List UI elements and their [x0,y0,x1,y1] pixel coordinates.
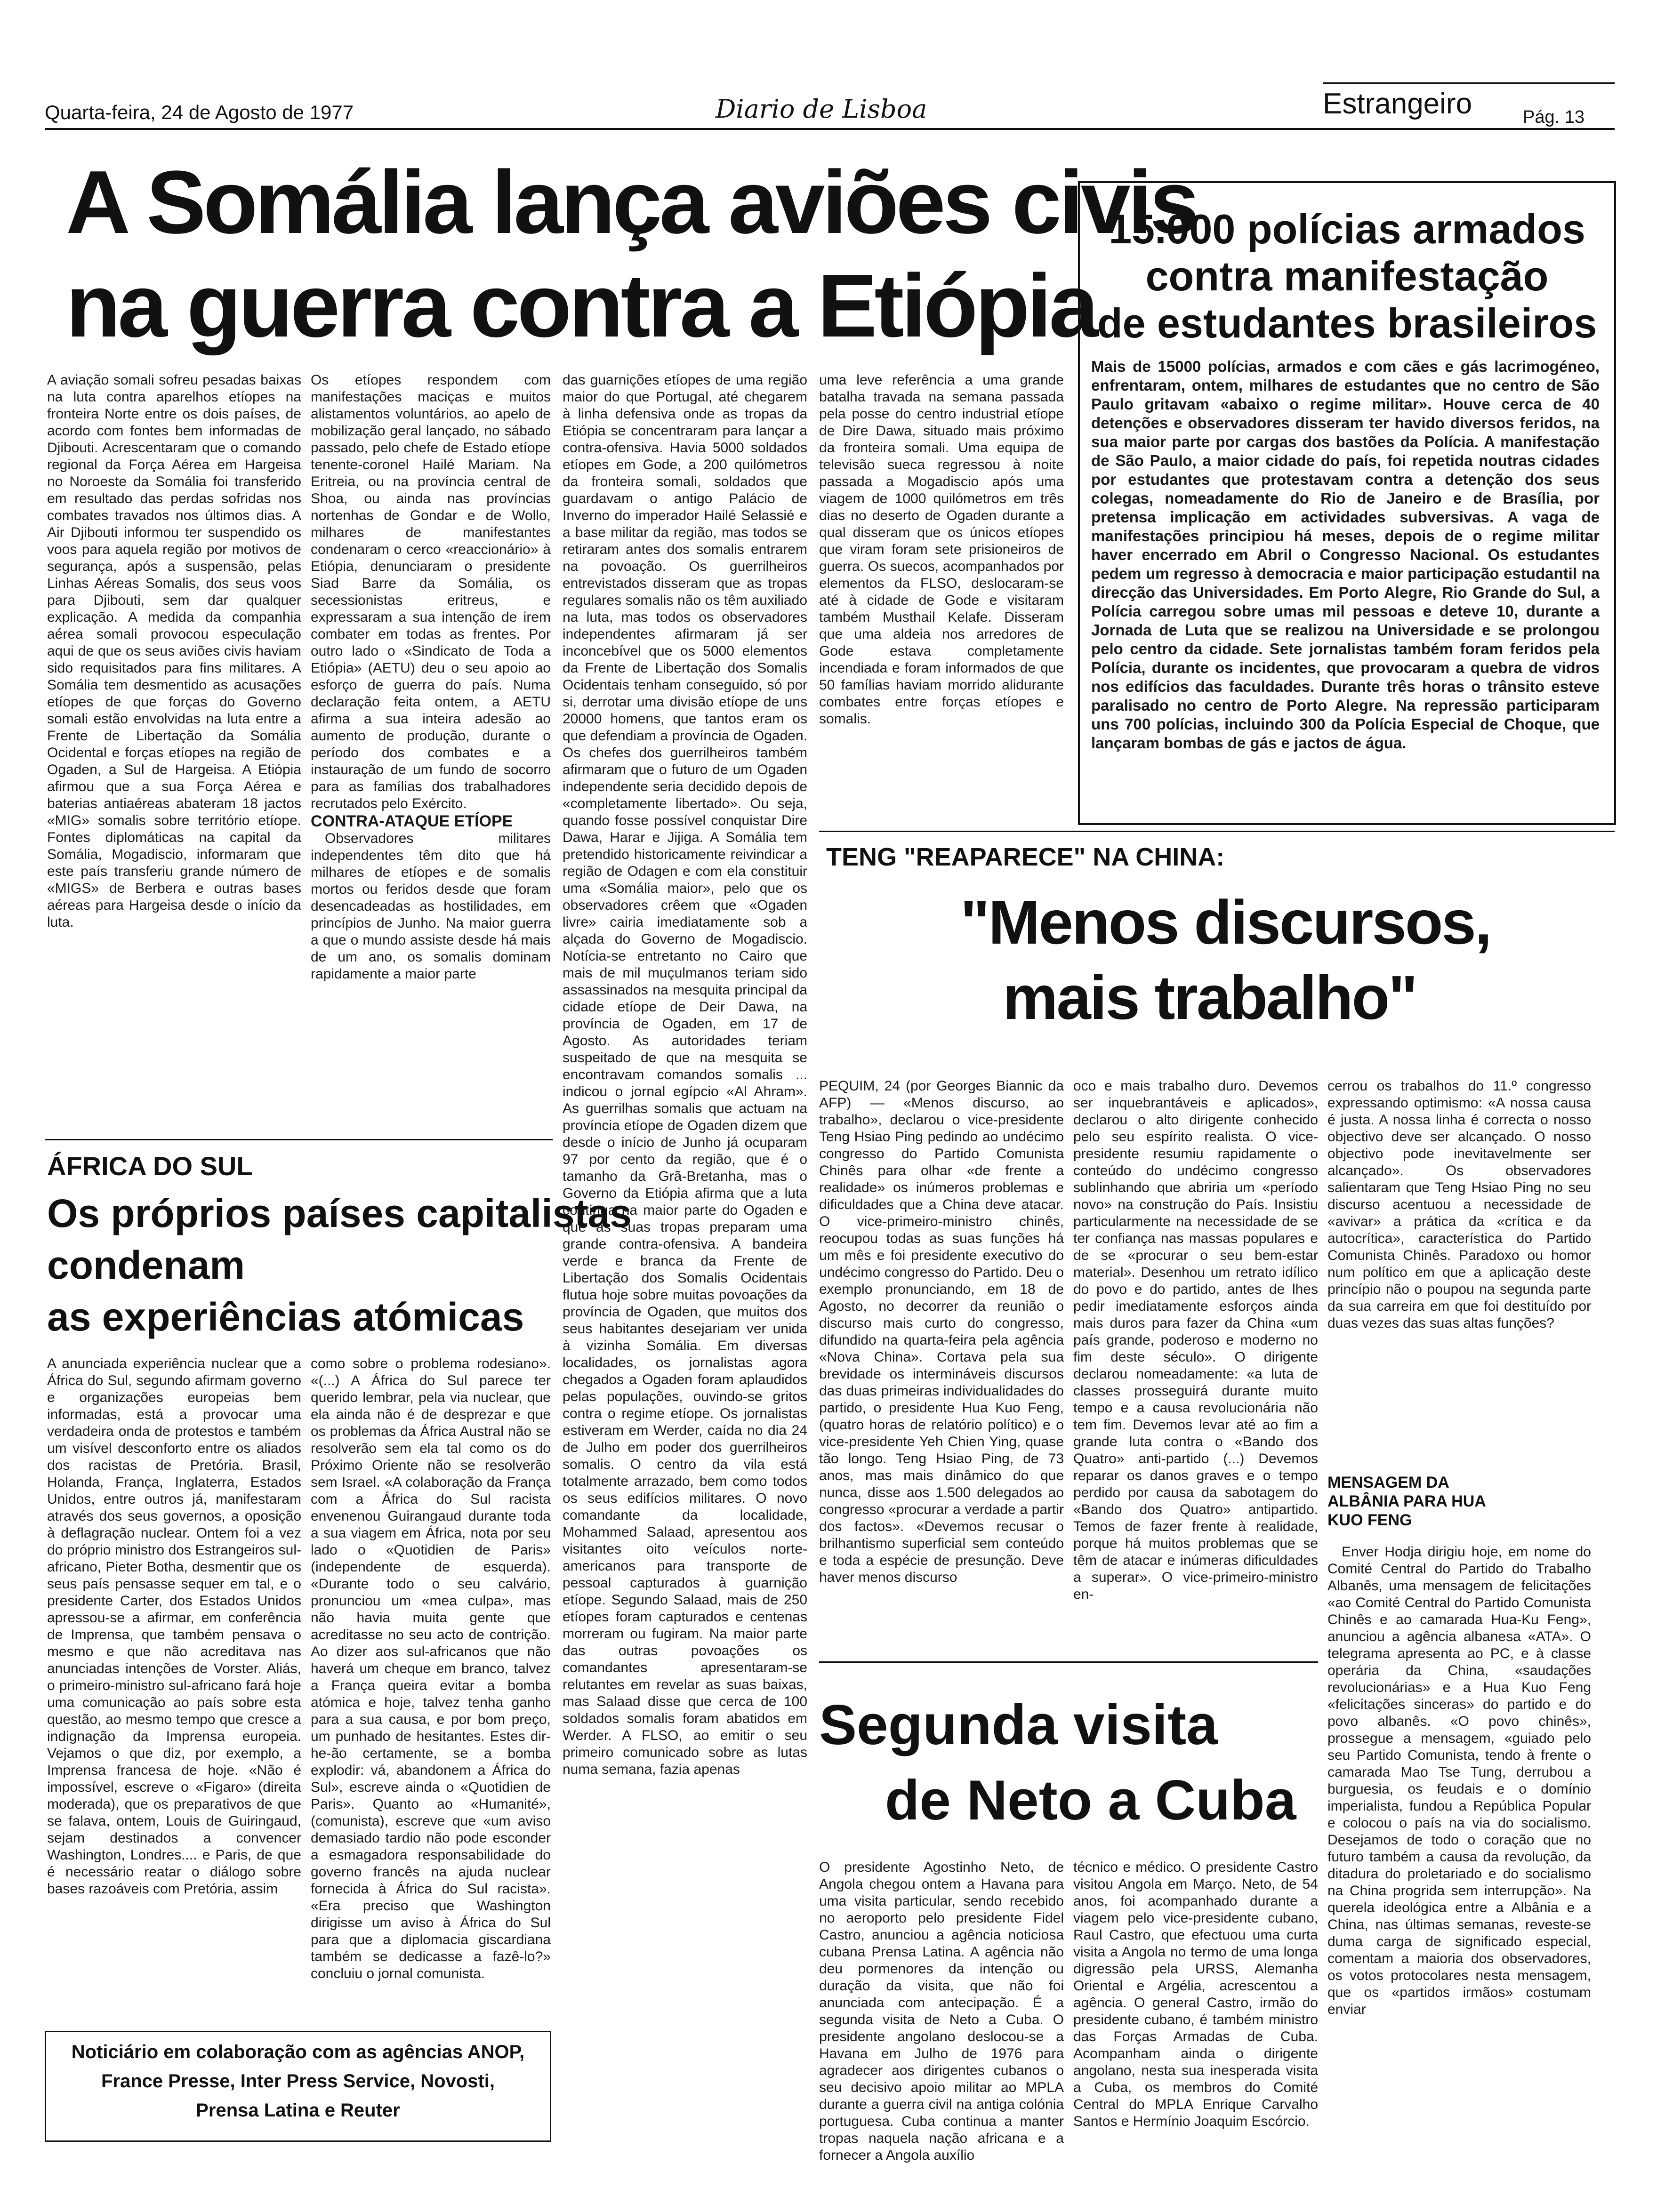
brasil-box [1078,181,1616,825]
cuba-headline-line1: Segunda visita [819,1693,1218,1756]
china-top-rule [819,831,1615,832]
somalia-headline-line2: na guerra contra a Etiópia [66,256,1096,356]
contra-ataque-subhead: CONTRA-ATAQUE ETÍOPE [311,812,513,830]
somalia-column-3: das guarnições etíopes de uma região maior do que Portugal, até chegarem à linha defensiva onde as tropas da Etiópia se concentraram para lançar a contra-ofensiva. Havia 5000 soldados etíopes em Gode, a 200 quilómetros da fronteira somali, soldados que guardavam o antigo Palácio de Inverno do imperador Hailé Selassié e a base militar da região, mas todos se retiraram antes dos somalis entrarem na povoação. Os guerrilheiros entrevistados disseram que as tropas regulares somalis não os têm auxiliado na luta, mas todos os observadores independentes afirmaram já ser inconcebível que os 5000 elementos da Frente de Libertação dos Somalis Ocidentais tenham conseguido, só por si, derrotar uma divisão etíope de uns 20000 homens, que tantos eram os que defendiam a província de Ogaden. Os chefes dos guerrilheiros também afirmaram que o futuro de um Ogaden independente seria decidido depois de «completamente libertado». Ou seja, quando fosse possível conquistar Dire Dawa, Harar e Jijiga. A Somália tem pretendido historicamente reivindicar a região de Odagen e com ela constituir uma «Somália maior», pelo que os observadores crêem que «Ogaden livre» cairia imediatamente sob a alçada do Governo de Mogadiscio. Notícia-se entretanto no Cairo que mais de mil muçulmanos teriam sido assassinados na mesquita principal da cidade etíope de Deir Dawa, na província de Ogaden, em 17 de Agosto. As autoridades teriam suspeitado de que na mesquita se encontravam comandos somalis ... indicou o jornal egípcio «Al Ahram». As guerrilhas somalis que actuam na província etíope de Ogaden dizem que desde o início de Junho já ocuparam 97 por cento da região, que é o tamanho da Grã-Bretanha, mas o Governo da Etiópia afirma que a luta continua na maior parte do Ogaden e que as suas tropas preparam uma grande contra-ofensiva. A bandeira verde e branca da Frente de Libertação dos Somalis Ocidentais flutua hoje sobre muitas povoações da província de Ogaden, que muitos dos seus habitantes desejariam ver unida à vizinha Somália. Em diversas localidades, os jornalistas agora chegados a Ogaden foram aplaudidos pelas populações, ouvindo-se gritos contra o regime etíope. Os jornalistas estiveram em Werder, caída no dia 24 de Julho em poder dos guerrilheiros somalis. O centro da vila está totalmente arrazado, bem como todos os seus edifícios militares. O novo comandante da localidade, Mohammed Salaad, apresentou aos visitantes oito veículos norte-americanos para transporte de pessoal capturados à guarnição etíope. Segundo Salaad, mais de 250 etíopes foram capturados e centenas morreram ou fugiram. Na maior parte das outras povoações os comandantes apresentaram-se relutantes em revelar as suas baixas, mas Salaad disse que cerca de 100 soldados somalis foram abatidos em Werder. A FLSO, ao emitir o seu primeiro comunicado sobre as lutas numa semana, fazia apenas [563,372,807,1777]
china-headline-line1: "Menos discursos, [960,888,1491,957]
africa-kicker: ÁFRICA DO SUL [47,1151,253,1181]
agencies-line1: Noticiário em colaboração com as agências ANOP, [71,2042,525,2062]
cuba-headline-line2: de Neto a Cuba [885,1769,1296,1832]
brasil-body: Mais de 15000 polícias, armados e com cães e gás lacrimogéneo, enfrentaram, ontem, milhares de estudantes que no centro de São Paulo gritavam «abaixo o regime militar». Houve cerca de 40 detenções e observadores disseram ter havido diversos feridos, na sua maior parte por cargas dos bastões da Polícia. A manifestação de São Paulo, a maior cidade do país, foi repetida noutras cidades por estudantes que protestavam contra a detenção dos seus colegas, nomeadamente do Rio de Janeiro e de Brasília, por pretensa implicação em actividades subversivas. A vaga de manifestações principiou há meses, depois de o regime militar haver encerrado em Abril o Congresso Nacional. Os estudantes pedem um regresso à democracia e maior participação estudantil na direcção das Universidades. Em Porto Alegre, Rio Grande do Sul, a Polícia carregou sobre umas mil pessoas e deteve 10, durante a Jornada de Luta que se realizou na Universidade e se prolongou pelo centro da cidade. Sete jornalistas também foram feridos pela Polícia, durante os incidentes, que provocaram a quebra de vidros nos edifícios das faculdades. Durante três horas o trânsito esteve paralisado no centro de Porto Alegre. Na repressão participaram uns 700 polícias, incluindo 300 da Polícia Especial de Choque, que lançaram bombas de gás e jactos de água. [1091,358,1600,752]
somalia-headline-line1: A Somália lança aviões civis [66,152,1197,252]
header-rule [45,128,1615,130]
africa-headline-line3: as experiências atómicas [47,1295,524,1339]
china-headline-line2: mais trabalho" [1003,963,1416,1032]
section-title: Estrangeiro [1323,88,1472,120]
china-kicker: TENG "REAPARECE" NA CHINA: [826,843,1225,871]
africa-headline-line1: Os próprios países capitalistas [47,1191,632,1235]
brasil-headline-line1: 15.000 polícias armados [1109,206,1585,252]
africa-column-2: como sobre o problema rodesiano». «(...) A África do Sul parece ter querido lembrar, pela via nuclear, que ela ainda não é de desprezar e que os problemas da África Austral não se resolverão sem ela tal como os do Próximo Oriente não se resolverão sem Israel. «A colaboração da França com a África do Sul racista envenenou Guirangaud durante toda a sua viagem em África, nota por seu lado o «Quotidien de Paris» (independente de esquerda). «Durante todo o seu calvário, pronunciou um «mea culpa», mas não havia muita gente que acreditasse no seu acto de contrição. Ao dizer aos sul-africanos que não haverá um cheque em branco, talvez a França queira evitar a bomba atómica e hoje, talvez tenha ganho para a sua causa, e por bom preço, um punhado de hesitantes. Estes dir-he-ão certamente, se a bomba explodir: vá, abandonem a África do Sul», escreve ainda o «Quotidien de Paris». Quanto ao «Humanité», (comunista), escreve que «um aviso demasiado tardio não pode esconder a esmagadora responsabilidade do governo francês na ajuda nuclear fornecida à África do Sul racista». «Era preciso que Washington dirigisse um aviso à África do Sul para que a diplomacia giscardiana também se dedicasse a fazê-lo?» concluiu o jornal comunista. [311,1356,551,1981]
africa-top-rule [45,1139,553,1140]
brasil-headline-line3: de estudantes brasileiros [1097,300,1597,346]
cuba-column-2: técnico e médico. O presidente Castro visitou Angola em Março. Neto, de 54 anos, foi acompanhado durante a viagem pelo vice-presidente cubano, Raul Castro, que efectuou uma curta visita a Angola no termo de uma longa digressão pela URSS, Alemanha Oriental e Argélia, acrescentou a agência. O general Castro, irmão do presidente cubano, é também ministro das Forças Armadas de Cuba. Acompanham ainda o dirigente angolano, nesta sua inesperada visita a Cuba, os membros do Comité Central do MPLA Enrique Carvalho Santos e Hermínio Joaquim Escórcio. [1073,1859,1318,2129]
china-column-1: PEQUIM, 24 (por Georges Biannic da AFP) — «Menos discurso, ao trabalho», declarou o vice-presidente Teng Hsiao Ping pedindo ao undécimo congresso do Partido Comunista Chinês para olhar «de frente a realidade» os inúmeros problemas e dificuldades que a China deve atacar. O vice-primeiro-ministro chinês, reocupou todas as suas funções há um mês e foi presidente executivo do undécimo congresso do Partido. Deu o exemplo pronunciando, em 18 de Agosto, no decorrer da reunião o discurso mais curto do congresso, difundido na quarta-feira pela agência «Nova China». Cortava pela sua brevidade os intermináveis discursos das duas primeiras individualidades do partido, o presidente Hua Kuo Feng, (quatro horas de relatório político) e o vice-presidente Yeh Chien Ying, quase tão longo. Teng Hsiao Ping, de 73 anos, mas mais dinâmico do que nunca, disse aos 1.500 delegados ao congresso «procurar a verdade a partir dos factos». «Devemos recusar o brilhantismo superficial sem conteúdo e toda a espécie de presunção. Deve haver menos discurso [819,1078,1064,1585]
agencies-line2: France Presse, Inter Press Service, Novosti, [101,2071,495,2092]
header-rule-top [1323,82,1615,84]
cuba-top-rule [819,1661,1318,1663]
africa-column-1: A anunciada experiência nuclear que a África do Sul, segundo afirmam governo e organizações europeias bem informadas, está a provocar uma verdadeira onda de protestos e também um visível desconforto entre os aliados dos racistas de Pretória. Brasil, Holanda, França, Inglaterra, Estados Unidos, entre outros já, manifestaram através dos seus governos, a oposição à deflagração nuclear. Ontem foi a vez do próprio ministro dos Estrangeiros sul-africano, Pieter Botha, desmentir que os seus país pensasse sequer em tal, e o presidente Carter, dos Estados Unidos apressou-se a afirmar, em conferência de Imprensa, que também pensava o mesmo e que não acreditava nas anunciadas intenções de Vorster. Aliás, o primeiro-ministro sul-africano fará hoje uma comunicação ao país sobre esta questão, ao mesmo tempo que cresce a indignação da Imprensa europeia. Vejamos o que diz, por exemplo, a Imprensa francesa de hoje. «Não é impossível, escreve o «Figaro» (direita moderada), que os preparativos de que se falava, ontem, Louis de Guiringaud, sejam destinados a convencer Washington, Londres.... e Paris, de que é necessário reatar o diálogo sobre bases razoáveis com Pretória, assim [47,1356,301,1897]
china-column-2: oco e mais trabalho duro. Devemos ser inquebrantáveis e aplicados», declarou o alto dirigente conhecido pelo seu espírito realista. O vice-presidente resumiu rapidamente o conteúdo do undécimo congresso sublinhando que abriria um «período novo» na construção do País. Insistiu particularmente na necessidade de se ter confiança nas massas populares e de se «procurar o seu bem-estar material». Desenhou um retrato idílico do povo e do partido, antes de lhes pedir imediatamente esforços ainda mais duros para fazer da China «um país grande, poderoso e moderno no fim deste século». O dirigente declarou nomeadamente: «a luta de classes prosseguirá durante muito tempo e a causa revolucionária não tem fim. Devemos levar até ao fim a grande luta contra o «Bando dos Quatro» anti-partido (...) Devemos reparar os danos graves e o tempo perdido por causa da sabotagem do «Bando dos Quatro» antipartido. Temos de fazer frente à realidade, porque há muitos problemas que se têm de atacar e inúmeras dificuldades a superar». O vice-primeiro-ministro en- [1073,1078,1318,1602]
albania-kicker: MENSAGEM DA ALBÂNIA PARA HUA KUO FENG [1327,1474,1486,1529]
albania-body: Enver Hodja dirigiu hoje, em nome do Comité Central do Partido do Trabalho Albanês, uma mensagem de felicitações «ao Comité Central do Partido Comunista Chinês e ao camarada Hua-Ku Feng», anunciou a agência albanesa «ATA». O telegrama apresenta ao PC, e à classe operária da China, «saudações revolucionárias» e a Hua Kuo Feng «felicitações sinceras» do partido e do povo albanês. «O povo chinês», prossegue a mensagem, «guiado pelo seu Partido Comunista, tendo à frente o camarada Mao Tse Tung, derrubou a burguesia, os feudais e o domínio imperialista, fundou a República Popular e colocou o país na via do socialismo. Desejamos de todo o coração que no futuro também a causa da revolução, da ditadura do proletariado e do socialismo na China progrida sem interrupção». Na querela ideológica entre a Albânia e a China, nas últimas semanas, reveste-se duma carga de significado especial, comentam a maioria dos observadores, os votos protocolares nesta mensagem, que os «partidos irmãos» costumam enviar [1327,1544,1591,2017]
agencies-line3: Prensa Latina e Reuter [196,2100,400,2121]
brasil-headline-line2: contra manifestação [1145,253,1549,299]
agencies-box [45,2031,551,2142]
somalia-column-2: Os etíopes respondem com manifestações maciças e muitos alistamentos voluntários, ao apelo de mobilização geral lançado, no sábado passado, pelo chefe de Estado etíope tenente-coronel Hailé Mariam. Na Eritreia, ou na província central de Shoa, ou ainda nas províncias nortenhas de Gondar e de Wollo, milhares de manifestantes condenaram o cerco «reaccionário» à Etiópia, denunciaram o presidente Siad Barre da Somália, os secessionistas eritreus, e expressaram a sua intenção de irem combater em todas as frentes. Por outro lado o «Sindicato de Toda a Etiópia» (AETU) deu o seu apoio ao esforço de guerra do país. Numa declaração feita ontem, a AETU afirma a sua inteira adesão ao aumento de produção, durante o período dos combates e a instauração de um fundo de socorro para as famílias dos trabalhadores recrutados pelo Exército. CONTRA-ATAQUE ETÍOPE Observadores militares independentes têm dito que há milhares de etíopes e de somalis mortos ou feridos desde que foram desencadeadas as hostilidades, em princípios de Junho. Na maior guerra a que o mundo assiste desde há mais de um ano, os somalis dominam rapidamente a maior parte [311,372,551,982]
masthead: Diario de Lisboa [716,94,927,124]
somalia-column-4: uma leve referência a uma grande batalha travada na semana passada pela posse do centro industrial etíope de Dire Dawa, situado mais próximo da fronteira somali. Uma equipa de televisão sueca regressou à noite passada a Mogadiscio após uma viagem de 1000 quilómetros em três dias no deserto de Ogaden durante a qual disseram que os únicos etíopes que viram foram sete prisioneiros de guerra. Os suecos, acompanhados por elementos da FLSO, deslocaram-se até à cidade de Gode e visitaram também Musthail Kelafe. Disseram que uma aldeia nos arredores de Gode estava completamente incendiada e foram informados de que 50 famílias haviam morrido alidurante combates entre forças etíopes e somalis. [819,372,1064,727]
page-number: Pág. 13 [1523,107,1585,127]
somalia-column-1: A aviação somali sofreu pesadas baixas na luta contra aparelhos etíopes na fronteira Norte entre os dois países, de acordo com fontes bem informadas de Djibouti. Acrescentaram que o comando regional da Força Aérea em Hargeisa no Noroeste da Somália foi transferido em resultado das perdas sofridas nos combates travados nos últimos dias. A Air Djibouti informou ter suspendido os voos para aquela região por motivos de segurança, após a suspensão, pelas Linhas Aéreas Somalis, dos seus voos para Djibouti, sem dar qualquer explicação. A medida da companhia aérea somali provocou especulação aqui de que os seus aviões civis haviam sido requisitados para fins militares. A Somália tem desmentido as acusações etíopes de que forças do Governo somali estão envolvidas na luta entre a Frente de Libertação da Somália Ocidental e forças etíopes na região de Ogaden, a Sul de Hargeisa. A Etiópia afirmou que a sua Força Aérea e baterias antiaéreas abateram 18 jactos «MIG» somalis sobre território etíope. Fontes diplomáticas na capital da Somália, Mogadiscio, informaram que este país transferiu grande número de «MIGS» de Berbera e outras bases aéreas para Hargeisa desde o início da luta. [47,372,301,930]
issue-date: Quarta-feira, 24 de Agosto de 1977 [45,101,354,123]
china-column-3: cerrou os trabalhos do 11.º congresso expressando optimismo: «A nossa causa é justa. A nossa linha é correcta o nosso objectivo deve ser alcançado. O nosso objectivo pode inevitavelmente ser alcançado». Os observadores salientaram que Teng Hsiao Ping no seu discurso acentuou a necessidade de «avivar» a prática da «crítica e da autocrítica», característica do Partido Comunista Chinês. Paradoxo ou homor num político em que a aplicação deste princípio não o poupou na segunda parte da sua carreira em que foi destituído por duas vezes das suas altas funções? [1327,1078,1591,1331]
cuba-column-1: O presidente Agostinho Neto, de Angola chegou ontem a Havana para uma visita particular, sendo recebido no aeroporto pelo presidente Fidel Castro, anunciou a agência noticiosa cubana Prensa Latina. A agência não deu pormenores da intenção ou duração da visita, que não foi anunciada com antecipação. É a segunda visita de Neto a Cuba. O presidente angolano deslocou-se a Havana em Julho de 1976 para agradecer aos dirigentes cubanos o seu decisivo apoio militar ao MPLA durante a guerra civil na antiga colónia portuguesa. Cuba continua a manter tropas naquela nação africana e a fornecer a Angola auxílio [819,1859,1064,2163]
africa-headline-line2: condenam [47,1243,245,1287]
